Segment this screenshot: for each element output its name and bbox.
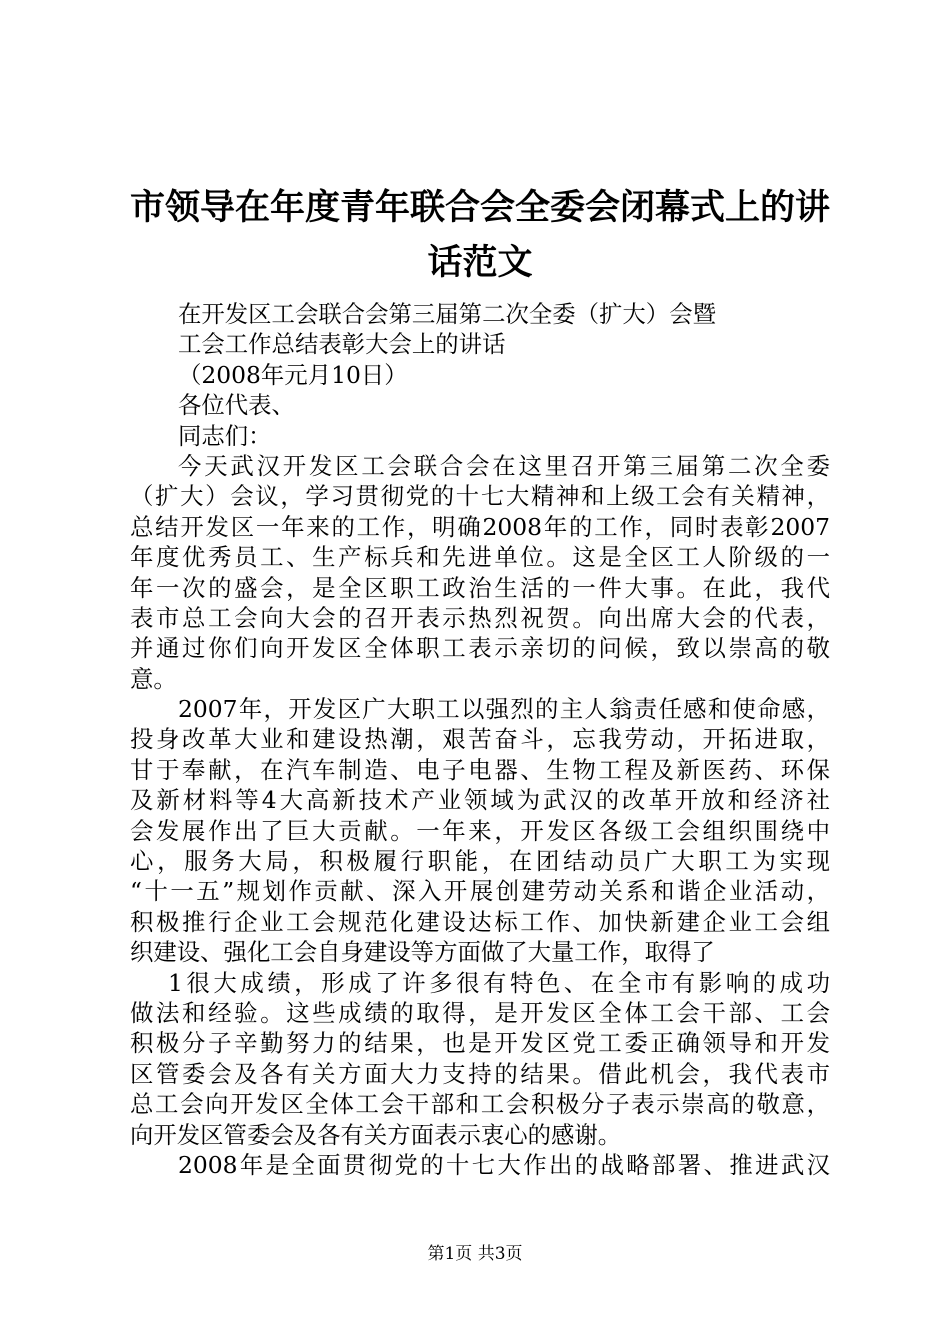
paragraph-line: 积极分子辛勤努力的结果，也是开发区党工委正确领导和开发 xyxy=(130,1029,830,1058)
paragraph-line: 年一次的盛会，是全区职工政治生活的一件大事。在此，我代 xyxy=(130,573,830,602)
paragraph-line: 表市总工会向大会的召开表示热烈祝贺。向出席大会的代表， xyxy=(130,603,830,632)
document-title-line-1: 市领导在年度青年联合会全委会闭幕式上的讲 xyxy=(129,188,830,228)
paragraph-line: （扩大）会议，学习贯彻党的十七大精神和上级工会有关精神， xyxy=(130,482,830,511)
paragraph-line: 总结开发区一年来的工作，明确2008年的工作，同时表彰2007 xyxy=(130,512,830,541)
paragraph-line: 投身改革大业和建设热潮，艰苦奋斗，忘我劳动，开拓进取， xyxy=(130,725,830,754)
paragraph-line: 今天武汉开发区工会联合会在这里召开第三届第二次全委 xyxy=(178,451,830,480)
paragraph-line: 向开发区管委会及各有关方面表示衷心的感谢。 xyxy=(130,1120,622,1149)
subtitle-line-2: 工会工作总结表彰大会上的讲话 xyxy=(178,330,506,359)
paragraph-line: 织建设、强化工会自身建设等方面做了大量工作，取得了 xyxy=(130,938,715,967)
paragraph-line: 积极推行企业工会规范化建设达标工作、加快新建企业工会组 xyxy=(130,907,830,936)
paragraph-line: 年度优秀员工、生产标兵和先进单位。这是全区工人阶级的一 xyxy=(130,543,830,572)
paragraph-line: 甘于奉献，在汽车制造、电子电器、生物工程及新医药、环保 xyxy=(130,755,830,784)
paragraph-line: 1很大成绩，形成了许多很有特色、在全市有影响的成功 xyxy=(168,968,830,997)
document-body xyxy=(130,299,830,1180)
paragraph-line: 并通过你们向开发区全体职工表示亲切的问候，致以崇高的敬 xyxy=(130,634,830,663)
subtitle-line-1: 在开发区工会联合会第三届第二次全委（扩大）会暨 xyxy=(178,300,716,328)
paragraph-line: 总工会向开发区全体工会干部和工会积极分子表示崇高的敬意， xyxy=(130,1090,830,1119)
paragraph-line: 区管委会及各有关方面大力支持的结果。借此机会，我代表市 xyxy=(130,1059,830,1088)
paragraph-line: 心，服务大局，积极履行职能，在团结动员广大职工为实现 xyxy=(130,847,830,876)
paragraph-line: 2007年，开发区广大职工以强烈的主人翁责任感和使命感， xyxy=(178,695,830,724)
salutation-line-2: 同志们： xyxy=(178,421,272,450)
paragraph-line: 做法和经验。这些成绩的取得，是开发区全体工会干部、工会 xyxy=(130,998,830,1027)
paragraph-line: 2008年是全面贯彻党的十七大作出的战略部署、推进武汉 xyxy=(178,1150,830,1179)
salutation-line-1: 各位代表、 xyxy=(178,391,295,420)
document-title-line-2: 话范文 xyxy=(427,243,533,283)
paragraph-line: 及新材料等4大高新技术产业领域为武汉的改革开放和经济社 xyxy=(130,786,830,815)
paragraph-line: “十一五”规划作贡献、深入开展创建劳动关系和谐企业活动， xyxy=(130,877,830,906)
date-line: （2008年元月10日） xyxy=(178,360,408,389)
paragraph-line: 会发展作出了巨大贡献。一年来，开发区各级工会组织围绕中 xyxy=(130,816,830,845)
paragraph-line: 意。 xyxy=(130,664,177,693)
page-number-footer: 第1页 共3页 xyxy=(427,1244,523,1264)
